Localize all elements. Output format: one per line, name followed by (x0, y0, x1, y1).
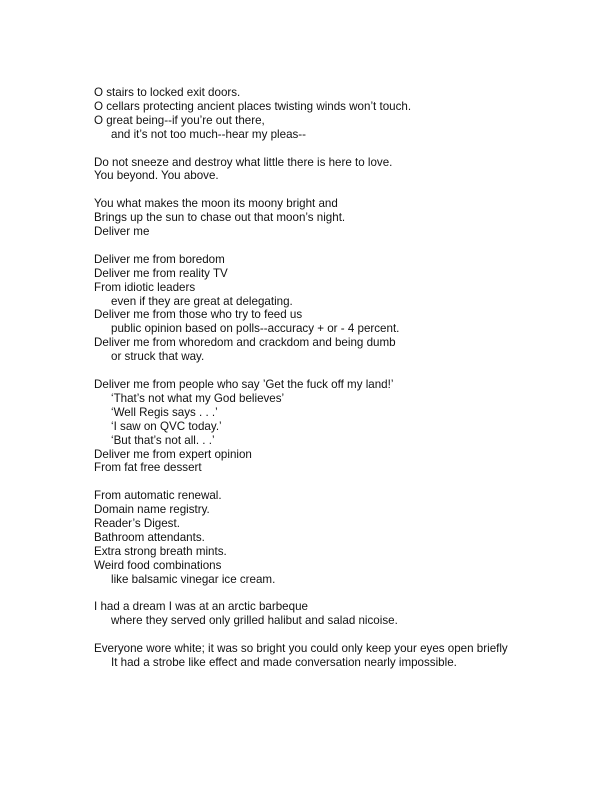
poem-stanza (94, 156, 594, 184)
poem-line: Brings up the sun to chase out that moon’s night. (94, 211, 346, 225)
poem-line: You what makes the moon its moony bright and (94, 197, 338, 211)
poem-line: O great being--if you’re out there, (94, 113, 265, 127)
poem-stanza (94, 86, 594, 142)
poem-line-indented: even if they are great at delegating. (111, 294, 293, 308)
poem-line: Reader’s Digest. (94, 517, 180, 531)
poem-line: Deliver me from reality TV (94, 266, 228, 280)
poem-line: Deliver me from whoredom and crackdom and being dumb (94, 336, 396, 350)
poem-stanza (94, 253, 594, 364)
poem-line: Do not sneeze and destroy what little there is here to love. (94, 155, 393, 169)
poem-line: From automatic renewal. (94, 489, 222, 503)
poem-stanza (94, 378, 594, 475)
poem-line: I had a dream I was at an arctic barbeque (94, 600, 308, 614)
poem-line: Bathroom attendants. (94, 530, 205, 544)
poem-line-indented: public opinion based on polls--accuracy + or - 4 percent. (111, 322, 400, 336)
poem-line: You beyond. You above. (94, 169, 219, 183)
poem-line: Everyone wore white; it was so bright you could only keep your eyes open briefly (94, 642, 508, 656)
poem-line: Deliver me from expert opinion (94, 447, 252, 461)
poem-stanza (94, 489, 594, 586)
poem-line-indented: ‘But that’s not all. . .’ (111, 433, 215, 447)
poem-line: Weird food combinations (94, 558, 222, 572)
poem-line: O cellars protecting ancient places twisting winds won’t touch. (94, 99, 412, 113)
poem-line: Deliver me from boredom (94, 252, 225, 266)
poem-line: O stairs to locked exit doors. (94, 86, 241, 99)
poem-line-indented: where they served only grilled halibut and salad nicoise. (111, 614, 398, 628)
poem-line-indented: ‘Well Regis says . . .’ (111, 405, 218, 419)
poem-line: Deliver me from people who say ’Get the fuck off my land!’ (94, 377, 394, 391)
poem-line-indented: and it’s not too much--hear my pleas-- (111, 127, 307, 141)
poem-line-indented: It had a strobe like effect and made conversation nearly impossible. (111, 656, 457, 670)
poem-line-indented: ‘I saw on QVC today.’ (111, 419, 222, 433)
poem-line: Deliver me (94, 225, 150, 239)
poem-body (94, 86, 594, 684)
poem-stanza (94, 197, 594, 239)
poem-line: From fat free dessert (94, 461, 202, 475)
poem-line: Deliver me from those who try to feed us (94, 308, 303, 322)
poem-line-indented: like balsamic vinegar ice cream. (111, 572, 276, 586)
poem-line: Extra strong breath mints. (94, 544, 227, 558)
poem-stanza (94, 600, 594, 628)
poem-line: From idiotic leaders (94, 280, 196, 294)
poem-line-indented: or struck that way. (111, 350, 205, 364)
poem-stanza (94, 642, 594, 670)
poem-line-indented: ‘That’s not what my God believes’ (111, 391, 285, 405)
poem-line: Domain name registry. (94, 503, 210, 517)
